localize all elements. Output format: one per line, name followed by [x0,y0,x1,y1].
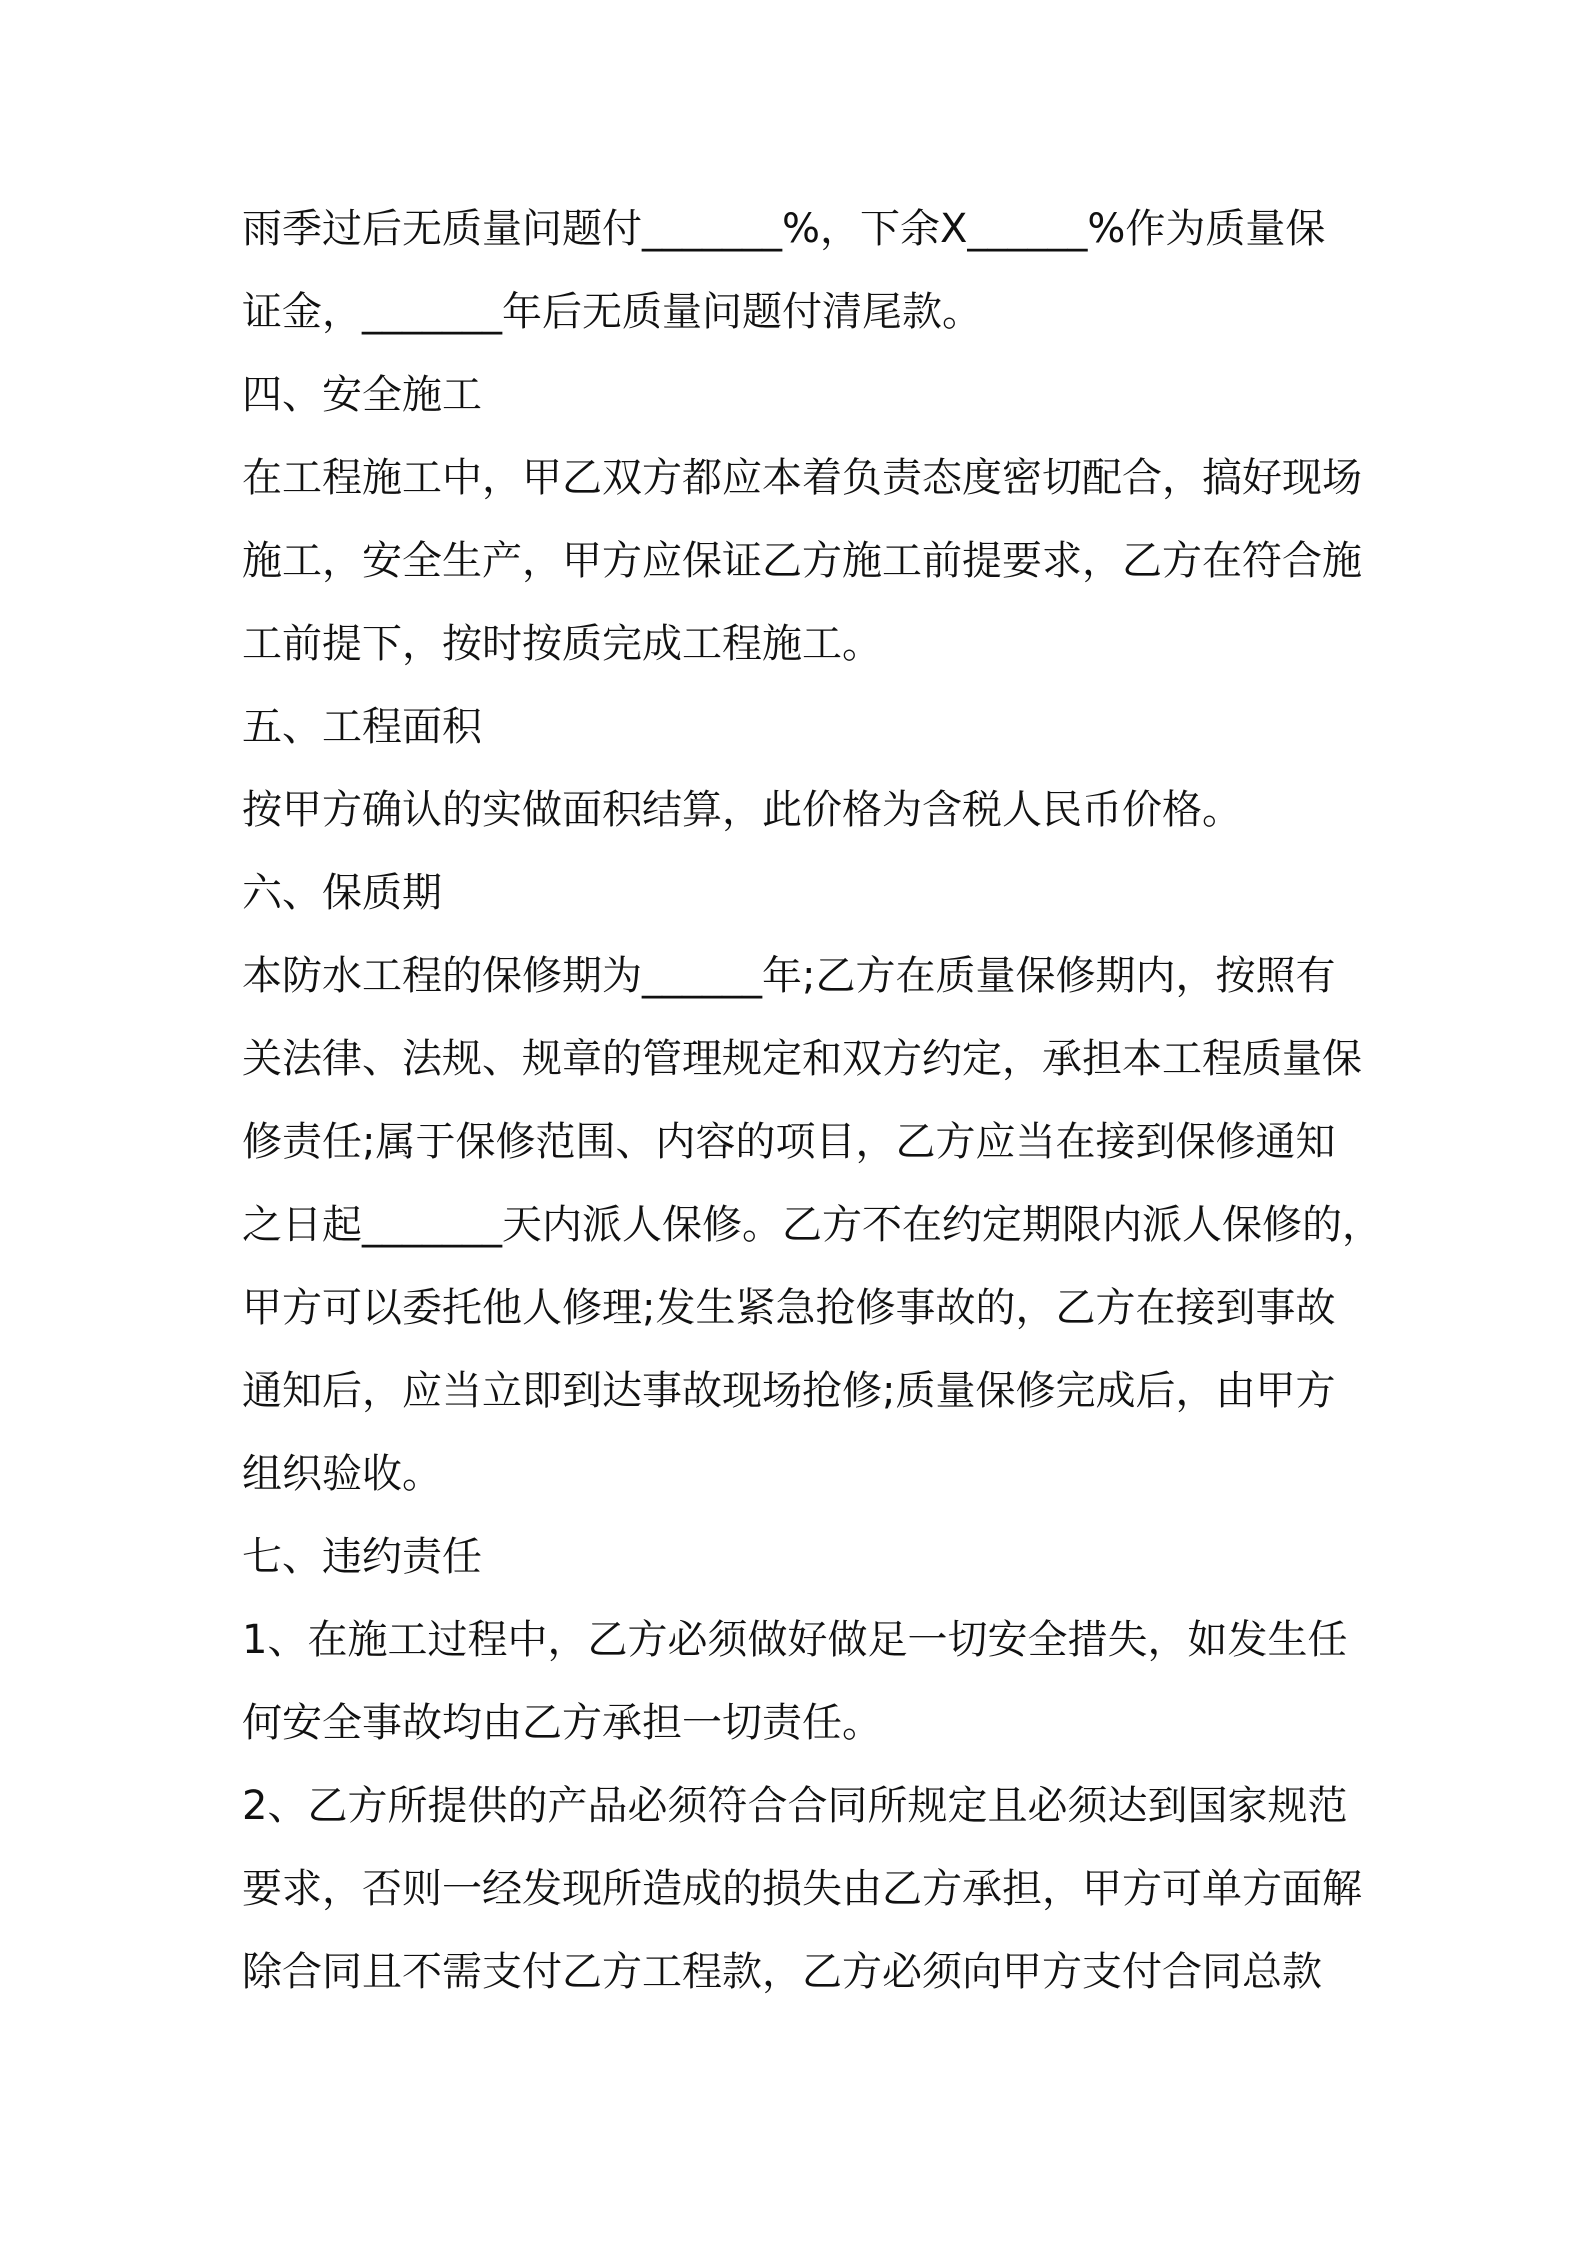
paragraph-line: 要求，否则一经发现所造成的损失由乙方承担，甲方可单方面解 [242,1866,1362,1912]
paragraph-line: 按甲方确认的实做面积结算，此价格为含税人民币价格。 [242,787,1242,833]
section-heading: 七、违约责任 [242,1534,482,1580]
paragraph-line: 本防水工程的保修期为______年;乙方在质量保修期内，按照有 [242,953,1336,999]
paragraph-line: 甲方可以委托他人修理;发生紧急抢修事故的，乙方在接到事故 [242,1285,1336,1331]
paragraph-line: 通知后，应当立即到达事故现场抢修;质量保修完成后，由甲方 [242,1368,1336,1414]
paragraph-line: 何安全事故均由乙方承担一切责任。 [242,1700,882,1746]
paragraph-line: 雨季过后无质量问题付_______%，下余X______%作为质量保 [242,206,1326,252]
paragraph-line: 2、乙方所提供的产品必须符合合同所规定且必须达到国家规范 [242,1783,1348,1829]
paragraph-line: 施工，安全生产，甲方应保证乙方施工前提要求，乙方在符合施 [242,538,1362,584]
document-body [242,188,1382,2014]
paragraph-line: 组织验收。 [242,1451,442,1497]
paragraph-line: 之日起_______天内派人保修。乙方不在约定期限内派人保修的， [242,1202,1382,1248]
paragraph-line: 修责任;属于保修范围、内容的项目，乙方应当在接到保修通知 [242,1119,1336,1165]
paragraph-line: 关法律、法规、规章的管理规定和双方约定，承担本工程质量保 [242,1036,1362,1082]
section-heading: 五、工程面积 [242,704,482,750]
section-heading: 四、安全施工 [242,372,482,418]
paragraph-line: 工前提下，按时按质完成工程施工。 [242,621,882,667]
paragraph-line: 在工程施工中，甲乙双方都应本着负责态度密切配合，搞好现场 [242,455,1362,501]
paragraph-line: 1、在施工过程中，乙方必须做好做足一切安全措失，如发生任 [242,1617,1348,1663]
paragraph-line: 证金，_______年后无质量问题付清尾款。 [242,289,982,335]
paragraph-line: 除合同且不需支付乙方工程款，乙方必须向甲方支付合同总款 [242,1949,1322,1995]
section-heading: 六、保质期 [242,870,442,916]
